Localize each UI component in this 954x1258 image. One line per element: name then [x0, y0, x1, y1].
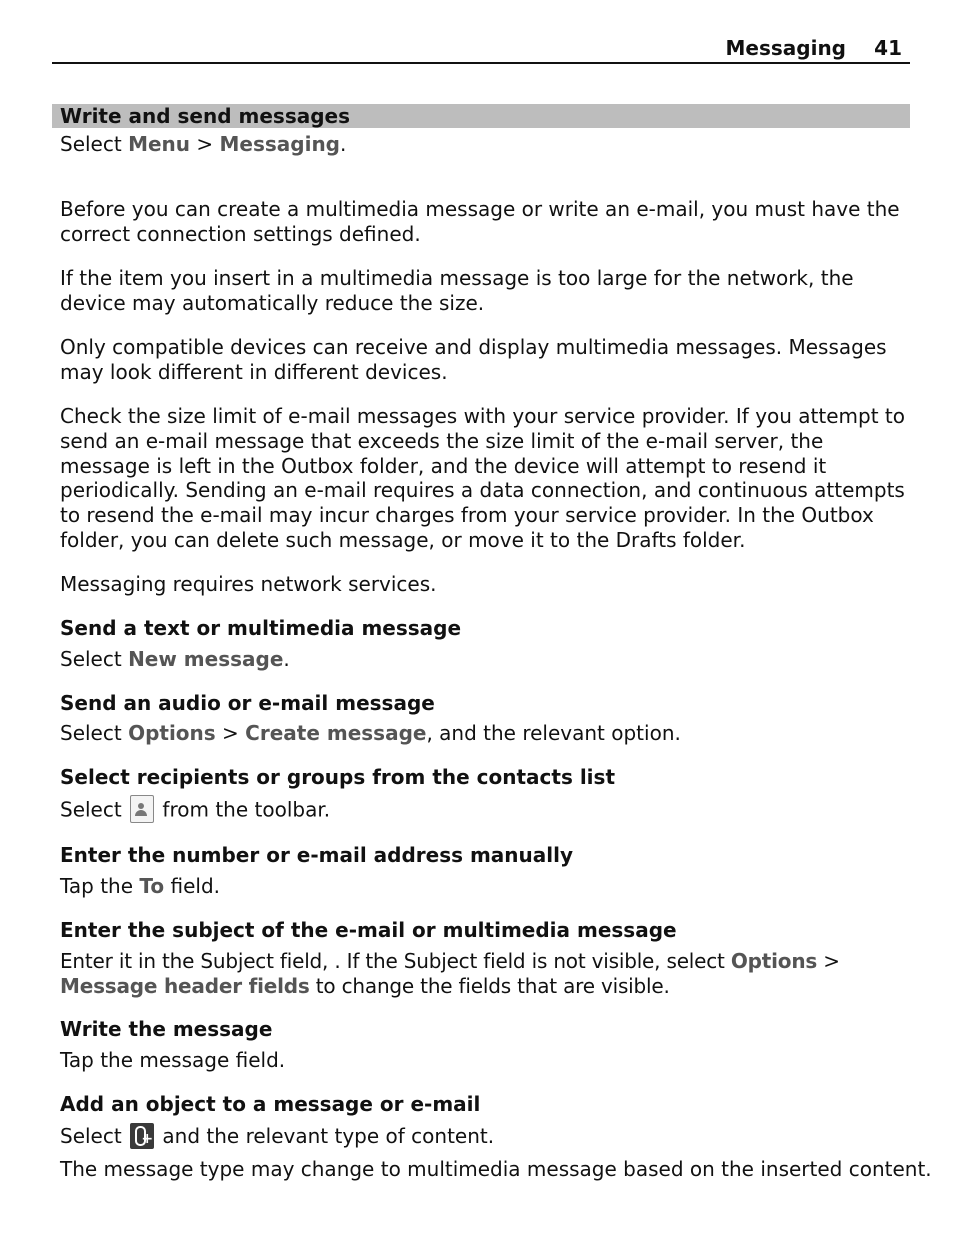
text: Enter it in the Subject field, . If the Subject field is not visible, select: [60, 949, 731, 973]
text: .: [340, 132, 347, 156]
send-text-instruction: [60, 647, 906, 672]
text: field.: [164, 874, 221, 898]
text: from the toolbar.: [156, 797, 331, 822]
separator: >: [190, 132, 220, 156]
field-to: To: [139, 874, 165, 898]
heading-write-message: Write the message: [60, 1017, 273, 1041]
contacts-icon: [130, 795, 154, 823]
send-audio-instruction: [60, 721, 906, 746]
text: Tap the: [60, 874, 140, 898]
menu-item-message-header-fields: Message header fields: [60, 973, 310, 998]
heading-add-object: Add an object to a message or e-mail: [60, 1092, 481, 1116]
menu-item-options: Options: [730, 949, 818, 973]
page-number: 41: [874, 36, 902, 60]
menu-item-messaging: Messaging: [219, 132, 340, 156]
enter-number-instruction: [60, 874, 906, 899]
text: Select: [60, 647, 129, 671]
menu-item-new-message: New message: [128, 647, 284, 671]
text: Select: [60, 132, 129, 156]
heading-subject: Enter the subject of the e-mail or multimedia message: [60, 918, 677, 942]
paragraph-connection-settings: Before you can create a multimedia message or write an e-mail, you must have the correct connection settings defined.: [60, 197, 900, 246]
text: Select: [60, 797, 129, 822]
text: to change the fields that are visible.: [309, 973, 670, 998]
heading-send-audio: Send an audio or e-mail message: [60, 691, 435, 715]
menu-item-options: Options: [128, 721, 216, 745]
attachment-icon: [130, 1123, 154, 1149]
separator: >: [215, 721, 246, 745]
text: Select: [60, 1124, 129, 1148]
header-section-title: Messaging: [725, 36, 846, 60]
text: .: [283, 647, 290, 671]
separator: >: [817, 949, 840, 973]
heading-send-text: Send a text or multimedia message: [60, 616, 462, 640]
menu-item-create-message: Create message: [245, 721, 427, 745]
page-header: [52, 33, 910, 64]
recipients-instruction: [60, 797, 906, 825]
text: and the relevant type of content.: [156, 1124, 495, 1148]
section-title-bar: [52, 104, 910, 128]
text: , and the relevant option.: [426, 721, 681, 745]
paragraph-compatible-devices: Only compatible devices can receive and display multimedia messages. Messages may look different in different devices.: [60, 335, 887, 384]
section-title: Write and send messages: [60, 104, 351, 128]
paragraph-size-limit: Check the size limit of e-mail messages with your service provider. If you attempt to send an e-mail message that exceeds the size limit of the e-mail server, the message is left in the Outbox folder, and the device will attempt to resend it periodically. Sending an e-mail requires a data connection, and continuous attempts to resend the e-mail may incur charges from your service provider. In the Outbox folder, you can delete such message, or move it to the Drafts folder.: [60, 404, 905, 552]
paragraph-size-reduction: If the item you insert in a multimedia message is too large for the network, the device may automatically reduce the size.: [60, 266, 854, 315]
menu-item-menu: Menu: [128, 132, 191, 156]
heading-recipients: Select recipients or groups from the contacts list: [60, 765, 615, 789]
select-menu-line: [60, 132, 906, 157]
add-object-note: The message type may change to multimedia message based on the inserted content.: [60, 1157, 932, 1181]
subject-instruction: [60, 949, 906, 999]
add-object-instruction: [60, 1124, 906, 1151]
heading-enter-number: Enter the number or e-mail address manually: [60, 843, 574, 867]
write-message-instruction: Tap the message field.: [60, 1048, 286, 1072]
paragraph-network-services: Messaging requires network services.: [60, 572, 437, 596]
text: Select: [60, 721, 129, 745]
